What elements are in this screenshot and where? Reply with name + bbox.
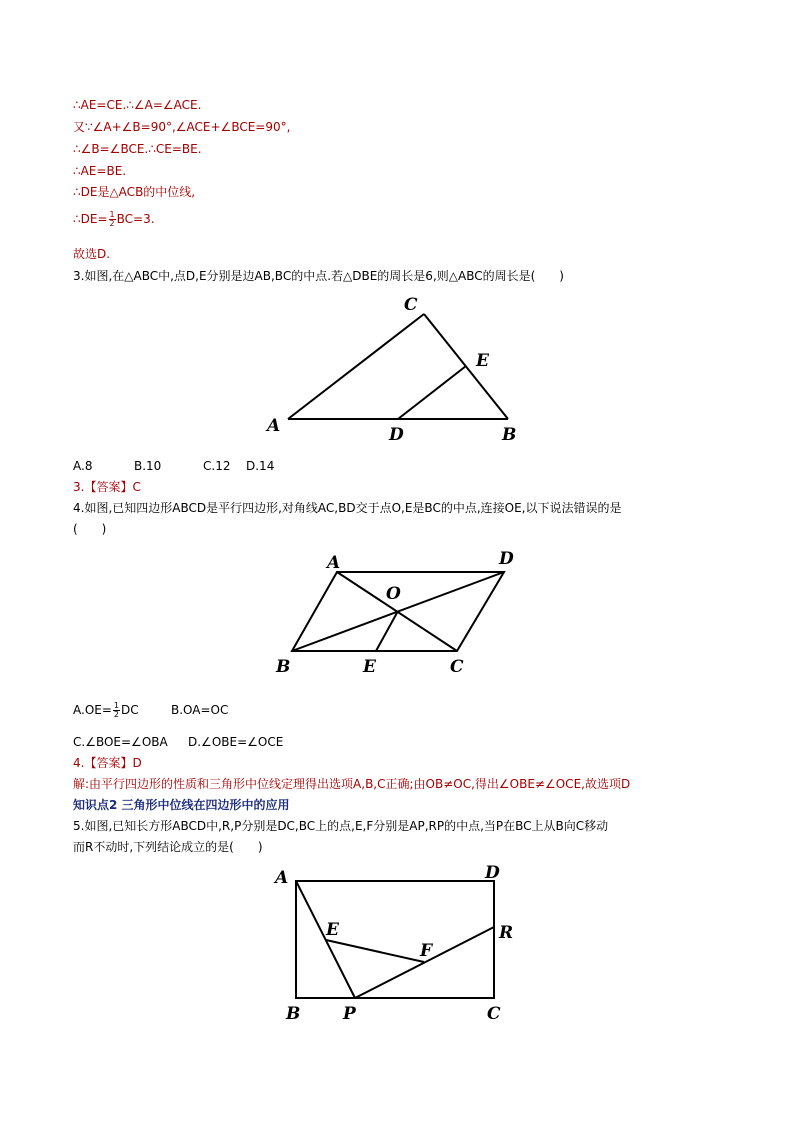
solution-line-6-pre: ∴DE= xyxy=(73,212,108,226)
q4-option-d: D.∠OBE=∠OCE xyxy=(188,735,284,749)
solution-line-1: ∴AE=CE.∴∠A=∠ACE. xyxy=(73,98,202,112)
label-e: E xyxy=(326,920,339,940)
q5-rectangle-figure xyxy=(268,858,530,1028)
solution-line-7: 故选D. xyxy=(73,247,111,261)
label-c: C xyxy=(487,1004,501,1024)
q4-options-row-2 xyxy=(73,734,283,750)
q3-option-b: B.10 xyxy=(134,459,162,473)
q4-explanation: 解:由平行四边形的性质和三角形中位线定理得出选项A,B,C正确;由OB≠OC,得出∠OBE≠∠OCE,故选项D xyxy=(73,777,631,791)
solution-line-5: ∴DE是△ACB的中位线, xyxy=(73,185,196,199)
q4-option-b: B.OA=OC xyxy=(171,703,229,717)
q4-option-a xyxy=(73,702,171,719)
solution-line-4: ∴AE=BE. xyxy=(73,164,127,178)
label-a: A xyxy=(327,553,341,573)
fraction-numerator: 1 xyxy=(113,701,119,710)
q3-answer: 3.【答案】C xyxy=(73,480,141,494)
segment-oe xyxy=(376,611,398,651)
q4-option-c: C.∠BOE=∠OBA xyxy=(73,735,168,749)
label-p: P xyxy=(343,1004,356,1024)
label-a: A xyxy=(275,868,289,888)
label-d: D xyxy=(389,425,404,445)
label-d: D xyxy=(485,863,500,883)
fraction-denominator: 2 xyxy=(109,219,115,228)
label-b: B xyxy=(502,425,517,445)
solution-line-6 xyxy=(73,211,155,228)
fraction-numerator: 1 xyxy=(109,210,115,219)
q4-option-a-post: DC xyxy=(121,703,139,717)
fraction xyxy=(113,702,120,719)
q3-options xyxy=(73,458,274,474)
q4-options-row-1 xyxy=(73,702,228,719)
section-title: 知识点2 三角形中位线在四边形中的应用 xyxy=(73,798,290,812)
label-o: O xyxy=(386,584,401,604)
segment-de xyxy=(398,366,466,419)
label-e: E xyxy=(363,657,376,677)
q5-stem-line-2: 而R不动时,下列结论成立的是( ) xyxy=(73,840,263,854)
q3-stem: 3.如图,在△ABC中,点D,E分别是边AB,BC的中点.若△DBE的周长是6,则△ABC的周长是( ) xyxy=(73,269,564,283)
segment-pr xyxy=(355,927,494,998)
q3-option-d: D.14 xyxy=(246,459,275,473)
q3-option-c: C.12 xyxy=(203,459,231,473)
solution-line-6-post: BC=3. xyxy=(116,212,155,226)
q3-option-a: A.8 xyxy=(73,459,93,473)
label-c: C xyxy=(450,657,464,677)
label-b: B xyxy=(276,657,291,677)
segment-ef xyxy=(326,940,424,962)
solution-line-3: ∴∠B=∠BCE.∴CE=BE. xyxy=(73,142,202,156)
q5-stem-line-1: 5.如图,已知长方形ABCD中,R,P分别是DC,BC上的点,E,F分别是AP,RP的中点,当P在BC上从B向C移动 xyxy=(73,819,609,833)
label-e: E xyxy=(476,351,489,371)
q3-triangle-figure xyxy=(260,290,530,450)
q4-parallelogram-figure xyxy=(270,540,530,680)
fraction xyxy=(109,211,116,228)
label-r: R xyxy=(499,923,514,943)
label-c: C xyxy=(404,295,418,315)
q4-stem-line-2: ( ) xyxy=(73,522,107,536)
q4-answer: 4.【答案】D xyxy=(73,756,142,770)
label-a: A xyxy=(267,416,281,436)
fraction-denominator: 2 xyxy=(113,710,119,719)
q4-stem-line-1: 4.如图,已知四边形ABCD是平行四边形,对角线AC,BD交于点O,E是BC的中点,连接OE,以下说法错误的是 xyxy=(73,501,622,515)
label-b: B xyxy=(286,1004,301,1024)
q4-option-a-pre: A.OE= xyxy=(73,703,112,717)
label-f: F xyxy=(420,941,433,961)
label-d: D xyxy=(499,549,514,569)
solution-line-2: 又∵∠A+∠B=90°,∠ACE+∠BCE=90°, xyxy=(73,120,291,134)
side-ac xyxy=(288,314,424,419)
